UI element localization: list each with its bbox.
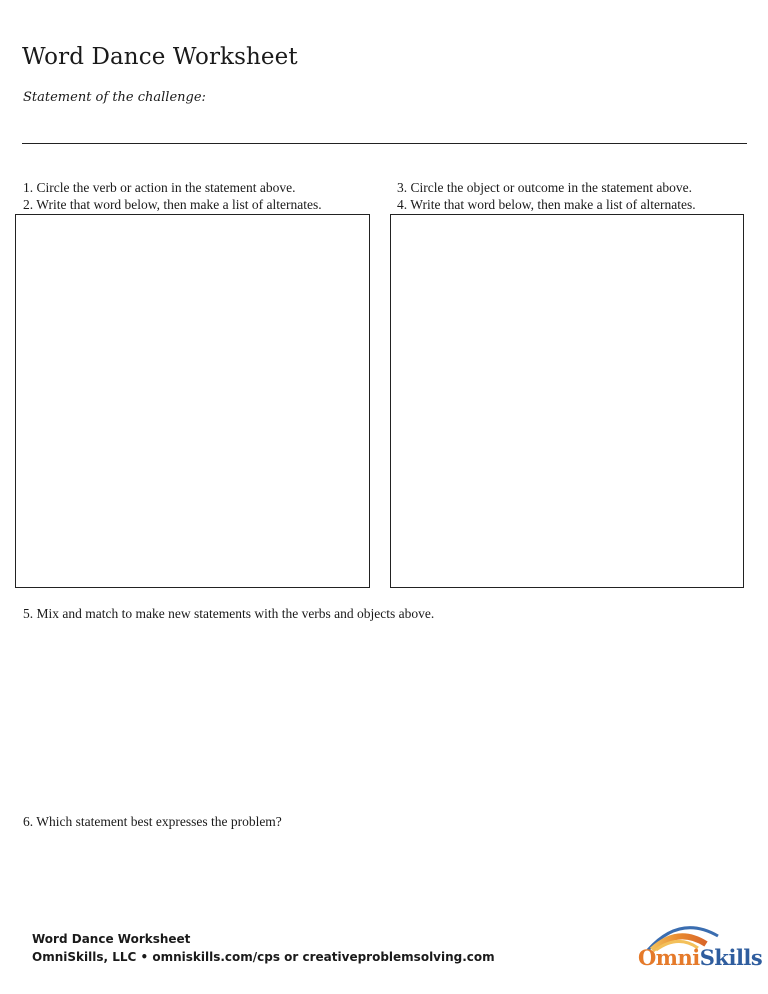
instruction-step-3: 3. Circle the object or outcome in the statement above. [397,180,693,195]
instruction-step-5: 5. Mix and match to make new statements with the verbs and objects above. [23,606,435,621]
verb-alternates-box[interactable] [15,214,370,588]
instruction-step-4: 4. Write that word below, then make a list of alternates. [397,197,696,212]
omniskills-logo [634,916,763,976]
instruction-step-6: 6. Which statement best expresses the problem? [23,814,282,829]
footer-title: Word Dance Worksheet [32,932,191,946]
challenge-statement-label: Statement of the challenge: [23,90,206,105]
logo-text-omni: Omni [638,945,700,970]
instruction-step-2: 2. Write that word below, then make a list of alternates. [23,197,322,212]
challenge-statement-line[interactable] [22,143,747,144]
logo-text-skills: Skills [699,945,763,970]
footer-credits: OmniSkills, LLC • omniskills.com/cps or creativeproblemsolving.com [32,950,495,964]
object-alternates-box[interactable] [390,214,744,588]
page-title: Word Dance Worksheet [22,44,298,70]
instruction-step-1: 1. Circle the verb or action in the statement above. [23,180,296,195]
